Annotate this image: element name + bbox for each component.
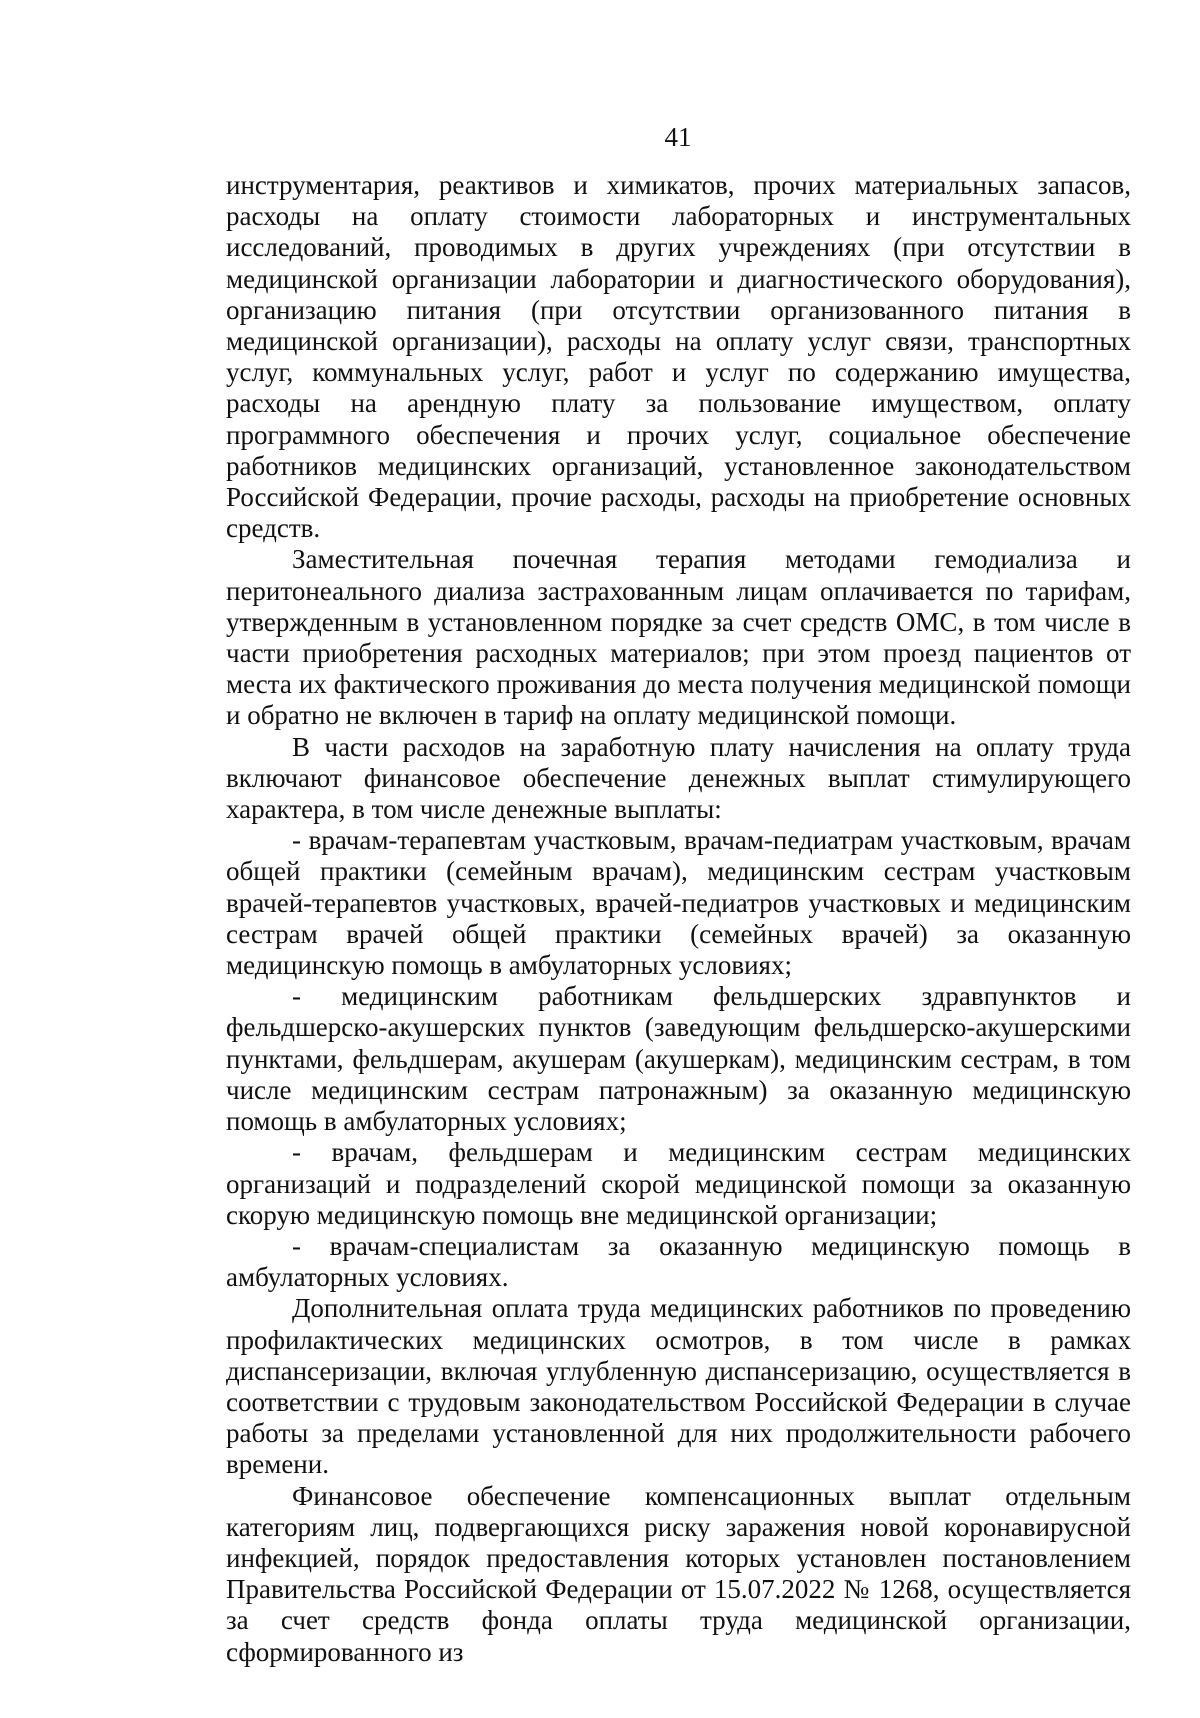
paragraph-compensation: Финансовое обеспечение компенсационных выплат отдельным категориям лиц, подвергающихся риску заражения новой коронавирусной инфекцией, порядок предоставления которых установлен постановлением Правительства Российской Федерации от 15.07.2022 № 1268, осуществляется за счет средств фонда оплаты труда медицинской организации, сформированного из [226,1480,1131,1667]
paragraph-additional-pay: Дополнительная оплата труда медицинских работников по проведению профилактических медицинских осмотров, в том числе в рамках диспансеризации, включая углубленную диспансеризацию, осуществляется в соответствии с трудовым законодательством Российской Федерации в случае работы за пределами установленной для них продолжительности рабочего времени. [226,1293,1131,1480]
list-item-emergency-care: - врачам, фельдшерам и медицинским сестрам медицинских организаций и подразделений скорой медицинской помощи за оказанную скорую медицинскую помощь вне медицинской организации; [226,1137,1131,1230]
list-item-specialists: - врачам-специалистам за оказанную медицинскую помощь в амбулаторных условиях. [226,1230,1131,1293]
list-item-district-doctors: - врачам-терапевтам участковым, врачам-педиатрам участковым, врачам общей практики (семейным врачам), медицинским сестрам участковым врачей-терапевтов участковых, врачей-педиатров участковых и медицинским сестрам врачей общей практики (семейных врачей) за оказанную медицинскую помощь в амбулаторных условиях; [226,825,1131,981]
document-body [226,170,1131,1668]
paragraph-dialysis: Заместительная почечная терапия методами гемодиализа и перитонеального диализа застрахованным лицам оплачивается по тарифам, утвержденным в установленном порядке за счет средств ОМС, в том числе в части приобретения расходных материалов; при этом проезд пациентов от места их фактического проживания до места получения медицинской помощи и обратно не включен в тариф на оплату медицинской помощи. [226,544,1131,731]
paragraph-salary: В части расходов на заработную плату начисления на оплату труда включают финансовое обеспечение денежных выплат стимулирующего характера, в том числе денежные выплаты: [226,731,1131,825]
list-item-feldsher-points: - медицинским работникам фельдшерских здравпунктов и фельдшерско-акушерских пунктов (заведующим фельдшерско-акушерскими пунктами, фельдшерам, акушерам (акушеркам), медицинским сестрам, в том числе медицинским сестрам патронажным) за оказанную медицинскую помощь в амбулаторных условиях; [226,981,1131,1137]
page-number: 41 [664,122,692,152]
paragraph-continued: инструментария, реактивов и химикатов, прочих материальных запасов, расходы на оплату стоимости лабораторных и инструментальных исследований, проводимых в других учреждениях (при отсутствии в медицинской организации лаборатории и диагностического оборудования), организацию питания (при отсутствии организованного питания в медицинской организации), расходы на оплату услуг связи, транспортных услуг, коммунальных услуг, работ и услуг по содержанию имущества, расходы на арендную плату за пользование имуществом, оплату программного обеспечения и прочих услуг, социальное обеспечение работников медицинских организаций, установленное законодательством Российской Федерации, прочие расходы, расходы на приобретение основных средств. [226,170,1131,544]
